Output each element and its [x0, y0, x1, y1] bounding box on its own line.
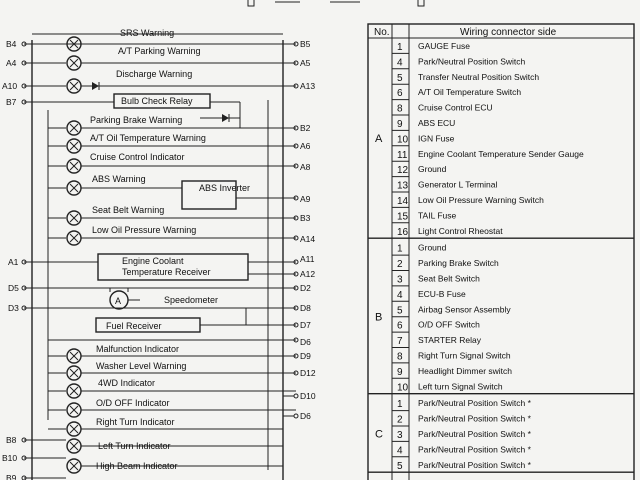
label-high-beam: High Beam Indicator: [96, 461, 178, 471]
table-connector-side: A/T Oil Temperature Switch: [418, 87, 522, 98]
table-pin-number: 4: [397, 445, 403, 457]
table-connector-side: O/D OFF Switch: [418, 319, 480, 330]
row-seat-belt: [48, 205, 311, 225]
table-pin-number: 6: [397, 88, 403, 100]
table-connector-side: TAIL Fuse: [418, 210, 457, 221]
gauge-letter: A: [115, 296, 122, 306]
pin-a8: A8: [300, 162, 311, 172]
pin-d3: D3: [8, 303, 19, 313]
label-fuel-receiver: Fuel Receiver: [106, 321, 162, 331]
table-pin-number: 4: [397, 57, 403, 69]
table-pin-number: 8: [397, 351, 403, 363]
table-connector-side: Light Control Rheostat: [418, 225, 503, 236]
table-connector-side: Park/Neutral Position Switch *: [418, 413, 531, 424]
table-pin-number: 10: [397, 134, 409, 146]
table-group-letter: B: [375, 311, 383, 324]
pin-a1: A1: [8, 257, 19, 267]
label-cruise: Cruise Control Indicator: [90, 152, 185, 162]
table-pin-number: 2: [397, 259, 403, 271]
table-pin-number: 12: [397, 165, 409, 177]
row-right-turn: [48, 417, 283, 436]
table-connector-side: Park/Neutral Position Switch *: [418, 429, 531, 439]
label-srs-warning: SRS Warning: [120, 28, 175, 38]
pin-d10: D10: [300, 391, 316, 401]
speedometer: [8, 283, 311, 313]
table-connector-side: ECU-B Fuse: [418, 288, 466, 299]
label-od-off: O/D OFF Indicator: [96, 398, 170, 408]
table-pin-number: 1: [397, 243, 403, 255]
pin-a5: A5: [300, 58, 311, 68]
pin-b10: B10: [2, 453, 18, 463]
label-speedometer: Speedometer: [164, 295, 219, 305]
table-connector-side: IGN Fuse: [418, 133, 455, 144]
pin-b9: B9: [6, 473, 17, 480]
label-at-oil-temp: A/T Oil Temperature Warning: [90, 133, 206, 143]
row-at-oil-temp: [48, 133, 311, 153]
table-pin-number: 14: [397, 196, 409, 207]
table-pin-number: 16: [397, 226, 409, 238]
table-connector-side: Cruise Control ECU: [418, 102, 493, 113]
coolant-receiver: [8, 254, 315, 280]
pin-d6: D6: [300, 337, 311, 347]
table-pin-number: 8: [397, 103, 403, 115]
table-connector-side: Ground: [418, 242, 447, 253]
pin-a6: A6: [300, 141, 311, 151]
table-pin-number: 15: [397, 211, 409, 223]
pin-a11: A11: [300, 254, 315, 264]
row-parking-brake: [48, 114, 311, 135]
pin-d5: D5: [8, 283, 19, 293]
pin-a10: A10: [2, 81, 18, 91]
pin-a13: A13: [300, 81, 316, 91]
table-connector-side: Seat Belt Switch: [418, 273, 480, 284]
table-connector-side: Airbag Sensor Assembly: [418, 304, 511, 315]
table-pin-number: 3: [397, 274, 403, 286]
table-connector-side: Left turn Signal Switch: [418, 381, 503, 392]
top-scan-artifacts: [248, 0, 424, 6]
table-connector-side: Park/Neutral Position Switch *: [418, 459, 531, 470]
label-right-turn: Right Turn Indicator: [96, 417, 175, 427]
row-a4-a5: [6, 56, 311, 79]
table-pin-number: 7: [397, 336, 403, 348]
label-left-turn: Left Turn Indicator: [98, 441, 171, 451]
label-discharge: Discharge Warning: [116, 69, 193, 79]
fuel-receiver: [48, 308, 311, 347]
table-connector-side: ABS ECU: [418, 118, 456, 128]
row-at-parking: [6, 37, 311, 56]
row-abs: [48, 174, 311, 209]
table-pin-number: 4: [397, 289, 403, 301]
table-connector-side: GAUGE Fuse: [418, 41, 470, 51]
pin-a12: A12: [300, 269, 316, 279]
label-washer: Washer Level Warning: [96, 361, 187, 371]
table-connector-side: Park/Neutral Position Switch *: [418, 444, 531, 455]
header-no: No.: [374, 27, 390, 38]
table-group-letter: A: [375, 133, 383, 146]
table-pin-number: 5: [397, 460, 403, 472]
pin-d7: D7: [300, 320, 311, 330]
diode-icon: [92, 82, 99, 90]
row-cruise: [48, 152, 311, 173]
pin-d12: D12: [300, 368, 316, 378]
label-malfunction: Malfunction Indicator: [96, 344, 180, 354]
table-pin-number: 5: [397, 305, 403, 317]
label-abs-warning: ABS Warning: [92, 174, 146, 184]
row-high-beam: [2, 453, 283, 480]
table-connector-side: Ground: [418, 164, 447, 175]
table-pin-number: 5: [397, 72, 403, 84]
table-connector-side: Low Oil Pressure Warning Switch: [418, 195, 544, 205]
label-abs-inverter: ABS Inverter: [199, 183, 251, 193]
label-4wd: 4WD Indicator: [98, 378, 156, 388]
table-connector-side: Headlight Dimmer switch: [418, 365, 512, 376]
table-pin-number: 9: [397, 366, 403, 378]
pin-a9: A9: [300, 194, 311, 204]
table-connector-side: Park/Neutral Position Switch *: [418, 398, 531, 409]
table-group-letter: C: [375, 428, 383, 441]
table-connector-side: STARTER Relay: [418, 335, 481, 346]
table-pin-number: 6: [397, 320, 403, 332]
pin-d9: D9: [300, 351, 311, 361]
table-pin-number: 10: [397, 382, 409, 394]
row-low-oil: [48, 225, 315, 245]
pin-b7: B7: [6, 97, 17, 107]
table-pin-number: 1: [397, 42, 403, 53]
table-pin-number: 2: [397, 414, 403, 426]
pin-d6-b: D6: [300, 411, 311, 421]
table-pin-number: 3: [397, 430, 403, 441]
table-rows: [368, 41, 634, 472]
pin-b4: B4: [6, 39, 17, 49]
table-connector-side: Transfer Neutral Position Switch: [418, 71, 540, 82]
table-connector-side: Park/Neutral Position Switch: [418, 56, 526, 67]
table-connector-side: Generator L Terminal: [418, 179, 498, 190]
pin-b8: B8: [6, 435, 17, 445]
label-coolant-2: Temperature Receiver: [122, 267, 211, 277]
label-low-oil: Low Oil Pressure Warning: [92, 225, 197, 235]
label-seat-belt: Seat Belt Warning: [92, 205, 165, 215]
pin-a4: A4: [6, 58, 17, 68]
pin-b2: B2: [300, 123, 311, 133]
table-connector-side: Engine Coolant Temperature Sender Gauge: [418, 148, 584, 159]
label-parking-brake: Parking Brake Warning: [90, 115, 183, 125]
pin-b3: B3: [300, 213, 311, 223]
pin-b5: B5: [300, 39, 311, 49]
pin-d2: D2: [300, 283, 311, 293]
label-coolant-1: Engine Coolant: [122, 256, 184, 266]
row-washer: [48, 361, 316, 380]
table-pin-number: 1: [397, 399, 403, 411]
label-bulb-check: Bulb Check Relay: [121, 96, 193, 106]
row-4wd: [48, 378, 316, 401]
table-pin-number: 13: [397, 180, 409, 192]
row-left-turn: [6, 435, 283, 453]
table-connector-side: Right Turn Signal Switch: [418, 350, 511, 361]
connector-table: [368, 24, 634, 480]
row-discharge: [2, 79, 315, 93]
pin-a14: A14: [300, 234, 316, 244]
row-od-off: [48, 398, 311, 421]
header-side: Wiring connector side: [460, 27, 557, 38]
pin-d8: D8: [300, 303, 311, 313]
table-connector-side: Parking Brake Switch: [418, 258, 499, 269]
table-pin-number: 9: [397, 119, 403, 130]
label-at-parking: A/T Parking Warning: [118, 46, 201, 56]
table-pin-number: 11: [397, 149, 408, 161]
